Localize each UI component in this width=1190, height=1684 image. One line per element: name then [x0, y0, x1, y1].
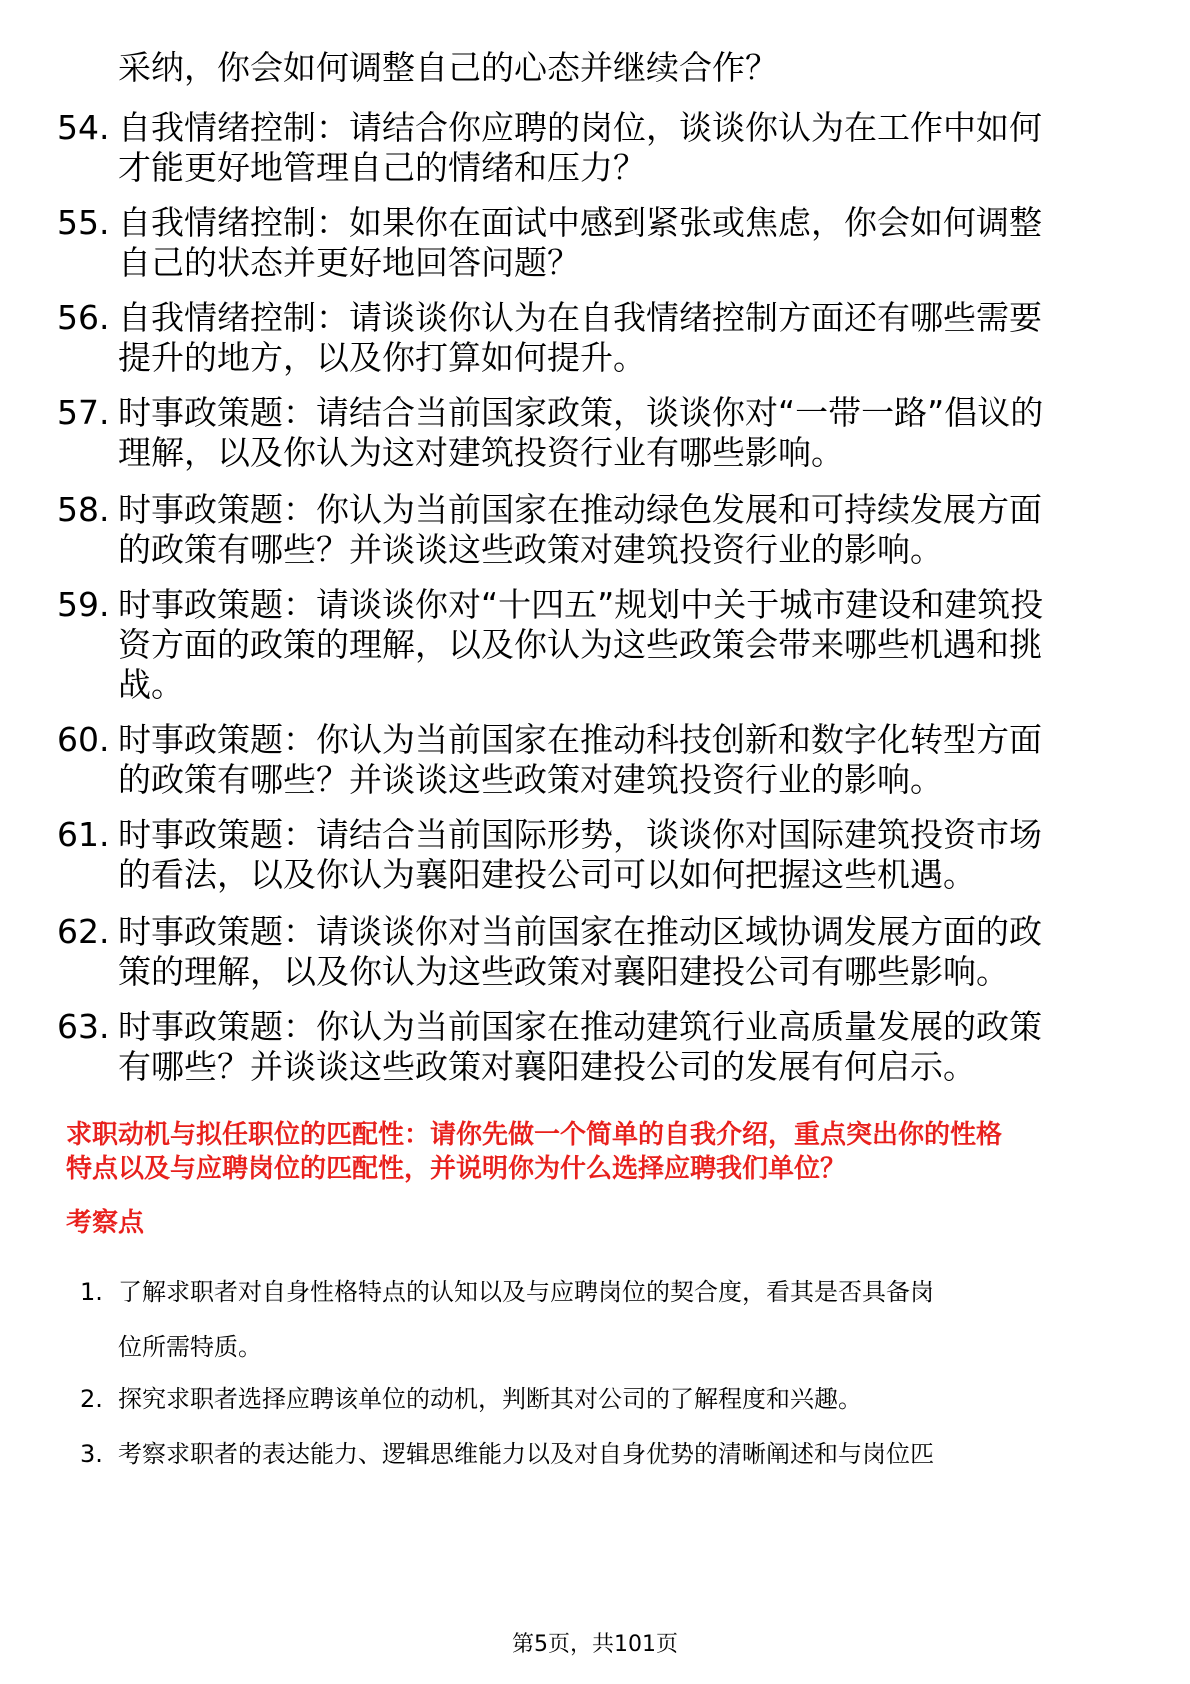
section-heading: 特点以及与应聘岗位的匹配性，并说明你为什么选择应聘我们单位？ — [66, 1154, 847, 1184]
question-number: 55. — [57, 203, 110, 242]
question-line: 提升的地方，以及你打算如何提升。 — [118, 338, 646, 377]
question-number: 54. — [57, 108, 110, 147]
question-line: 时事政策题：请谈谈你对当前国家在推动区域协调发展方面的政 — [118, 912, 1042, 951]
question-line: 时事政策题：你认为当前国家在推动科技创新和数字化转型方面 — [118, 720, 1042, 759]
point-line: 了解求职者对自身性格特点的认知以及与应聘岗位的契合度，看其是否具备岗 — [118, 1278, 934, 1306]
question-line: 自我情绪控制：请结合你应聘的岗位，谈谈你认为在工作中如何 — [118, 108, 1042, 147]
question-line: 的政策有哪些？并谈谈这些政策对建筑投资行业的影响。 — [118, 530, 943, 569]
question-line: 时事政策题：请谈谈你对“十四五”规划中关于城市建设和建筑投 — [118, 585, 1044, 624]
continuation-line: 采纳，你会如何调整自己的心态并继续合作？ — [118, 48, 778, 87]
question-line: 战。 — [118, 665, 184, 704]
question-line: 时事政策题：你认为当前国家在推动建筑行业高质量发展的政策 — [118, 1007, 1042, 1046]
question-line: 策的理解，以及你认为这些政策对襄阳建投公司有哪些影响。 — [118, 952, 1009, 991]
question-number: 57. — [57, 393, 110, 432]
section-heading: 求职动机与拟任职位的匹配性：请你先做一个简单的自我介绍，重点突出你的性格 — [66, 1120, 1003, 1150]
point-line: 位所需特质。 — [118, 1333, 262, 1361]
question-line: 自己的状态并更好地回答问题？ — [118, 243, 580, 282]
question-line: 的看法，以及你认为襄阳建投公司可以如何把握这些机遇。 — [118, 855, 976, 894]
question-number: 61. — [57, 815, 110, 854]
point-number: 3. — [80, 1440, 103, 1468]
page-footer: 第5页，共101页 — [512, 1632, 678, 1657]
question-line: 有哪些？并谈谈这些政策对襄阳建投公司的发展有何启示。 — [118, 1047, 976, 1086]
question-line: 的政策有哪些？并谈谈这些政策对建筑投资行业的影响。 — [118, 760, 943, 799]
question-line: 自我情绪控制：请谈谈你认为在自我情绪控制方面还有哪些需要 — [118, 298, 1042, 337]
point-line: 考察求职者的表达能力、逻辑思维能力以及对自身优势的清晰阐述和与岗位匹 — [118, 1440, 934, 1468]
subheading: 考察点 — [66, 1208, 145, 1238]
question-line: 才能更好地管理自己的情绪和压力？ — [118, 148, 646, 187]
question-line: 自我情绪控制：如果你在面试中感到紧张或焦虑，你会如何调整 — [118, 203, 1042, 242]
question-line: 时事政策题：你认为当前国家在推动绿色发展和可持续发展方面 — [118, 490, 1042, 529]
question-number: 63. — [57, 1007, 110, 1046]
point-number: 2. — [80, 1385, 103, 1413]
question-number: 56. — [57, 298, 110, 337]
question-line: 时事政策题：请结合当前国际形势，谈谈你对国际建筑投资市场 — [118, 815, 1042, 854]
question-line: 资方面的政策的理解，以及你认为这些政策会带来哪些机遇和挑 — [118, 625, 1042, 664]
question-number: 58. — [57, 490, 110, 529]
question-number: 62. — [57, 912, 110, 951]
question-line: 时事政策题：请结合当前国家政策，谈谈你对“一带一路”倡议的 — [118, 393, 1044, 432]
point-number: 1. — [80, 1278, 103, 1306]
point-line: 探究求职者选择应聘该单位的动机，判断其对公司的了解程度和兴趣。 — [118, 1385, 862, 1413]
question-line: 理解，以及你认为这对建筑投资行业有哪些影响。 — [118, 433, 844, 472]
question-number: 59. — [57, 585, 110, 624]
question-number: 60. — [57, 720, 110, 759]
